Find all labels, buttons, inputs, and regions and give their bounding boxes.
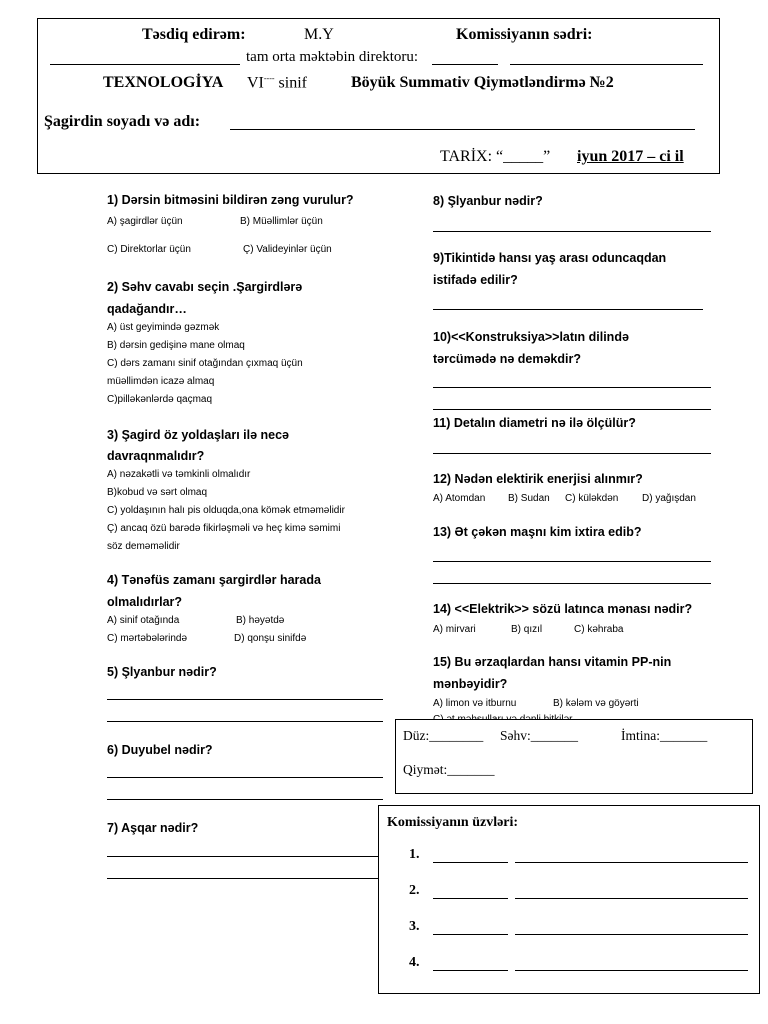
commission-title: Komissiyanın üzvləri: [387, 815, 519, 830]
option-1a[interactable]: A) şagirdlər üçün [107, 216, 183, 227]
option-1b[interactable]: B) Müəllimlər üçün [240, 216, 323, 227]
question-10-line1: 10)<<Konstruksiya>>latın dilində [433, 330, 629, 344]
option-12b[interactable]: B) Sudan [508, 493, 550, 504]
student-name-label: Şagirdin soyadı və adı: [44, 113, 201, 130]
grade-number: VI [247, 74, 264, 92]
grade-word: sinif [278, 74, 307, 92]
option-15b[interactable]: B) kələm və göyərti [553, 698, 639, 709]
option-2c[interactable]: C) dərs zamanı sinif otağından çıxmaq üçün [107, 358, 303, 369]
option-1c[interactable]: C) Direktorlar üçün [107, 244, 191, 255]
member-1-signature[interactable] [433, 862, 508, 863]
school-name-line[interactable] [50, 64, 240, 65]
member-3-signature[interactable] [433, 934, 508, 935]
question-15-line2: mənbəyidir? [433, 677, 508, 691]
option-14c[interactable]: C) kəhraba [574, 624, 624, 635]
member-4-name[interactable] [515, 970, 748, 971]
commission-box [378, 805, 760, 994]
answer-10-line2[interactable] [433, 409, 711, 410]
approve-value: M.Y [304, 26, 334, 43]
option-14a[interactable]: A) mirvari [433, 624, 476, 635]
answer-5-line1[interactable] [107, 699, 383, 700]
answer-10-line1[interactable] [433, 387, 711, 388]
member-3-number: 3. [409, 919, 420, 934]
option-12d[interactable]: D) yağışdan [642, 493, 696, 504]
approve-label: Təsdiq edirəm: [142, 26, 246, 43]
option-4a[interactable]: A) sinif otağında [107, 615, 180, 626]
option-2c-cont: müəllimdən icazə almaq [107, 376, 215, 387]
question-15-line1: 15) Bu ərzaqlardan hansı vitamin PP-nin [433, 655, 672, 669]
question-14: 14) <<Elektrik>> sözü latınca mənası nədir? [433, 602, 693, 616]
answer-7-line1[interactable] [107, 856, 383, 857]
question-6: 6) Duyubel nədir? [107, 743, 213, 757]
question-4-line1: 4) Tənəfüs zamanı şargirdlər harada [107, 573, 321, 587]
score-box [395, 719, 753, 794]
question-2-line2: qadağandır… [107, 302, 187, 316]
student-name-field[interactable] [230, 129, 695, 130]
answer-7-line2[interactable] [107, 878, 383, 879]
commission-chair-label: Komissiyanın sədri: [456, 26, 593, 43]
chair-sign-line[interactable] [510, 64, 703, 65]
grade-superscript: ---- [263, 74, 275, 83]
member-3-name[interactable] [515, 934, 748, 935]
option-12a[interactable]: A) Atomdan [433, 493, 486, 504]
grade-field[interactable]: Qiymət:_______ [403, 762, 495, 777]
question-10-line2: tərcümədə nə deməkdir? [433, 352, 581, 366]
option-2d[interactable]: C)pilləkənlərdə qaçmaq [107, 394, 213, 405]
option-1d[interactable]: Ç) Valideyinlər üçün [243, 244, 332, 255]
grade-label [247, 74, 307, 92]
refusal-count[interactable]: İmtina:_______ [621, 728, 708, 743]
question-12: 12) Nədən elektirik enerjisi alınmır? [433, 472, 643, 486]
answer-8-line[interactable] [433, 231, 711, 232]
question-4-line2: olmalıdırlar? [107, 595, 183, 609]
member-4-number: 4. [409, 955, 420, 970]
option-3c[interactable]: C) yoldaşının halı pis olduqda,ona kömək etməməlidir [107, 505, 345, 516]
member-1-number: 1. [409, 847, 420, 862]
option-15a[interactable]: A) limon və itburnu [433, 698, 517, 709]
option-14b[interactable]: B) qızıl [511, 624, 543, 635]
question-3-line1: 3) Şagird öz yoldaşları ilə necə [107, 428, 290, 442]
question-13: 13) Ət çəkən maşnı kim ixtira edib? [433, 525, 642, 539]
option-4c[interactable]: C) mərtəbələrində [107, 633, 188, 644]
director-text: tam orta məktəbin direktoru: [246, 49, 419, 65]
question-7: 7) Aşqar nədir? [107, 821, 199, 835]
wrong-count[interactable]: Səhv:_______ [500, 728, 579, 743]
subject-title: TEXNOLOGİYA [103, 74, 224, 91]
member-1-name[interactable] [515, 862, 748, 863]
option-4b[interactable]: B) həyətdə [236, 615, 285, 626]
answer-9-line[interactable] [433, 309, 703, 310]
director-sign-line[interactable] [432, 64, 498, 65]
date-label: TARİX: “_____” [440, 148, 551, 165]
option-3a[interactable]: A) nəzakətli və təmkinli olmalıdır [107, 469, 251, 480]
option-2a[interactable]: A) üst geyimində gəzmək [107, 322, 220, 333]
option-12c[interactable]: C) küləkdən [565, 493, 619, 504]
member-2-name[interactable] [515, 898, 748, 899]
question-2-line1: 2) Səhv cavabı seçin .Şargirdlərə [107, 280, 303, 294]
option-4d[interactable]: D) qonşu sinifdə [234, 633, 307, 644]
member-2-number: 2. [409, 883, 420, 898]
answer-5-line2[interactable] [107, 721, 383, 722]
question-9-line2: istifadə edilir? [433, 273, 518, 287]
answer-13-line1[interactable] [433, 561, 711, 562]
question-1: 1) Dərsin bitməsini bildirən zəng vurulur? [107, 193, 354, 207]
answer-11-line[interactable] [433, 453, 711, 454]
question-8: 8) Şlyanbur nədir? [433, 194, 543, 208]
date-value: iyun 2017 – ci il [577, 148, 684, 165]
option-2b[interactable]: B) dərsin gedişinə mane olmaq [107, 340, 245, 351]
correct-count[interactable]: Düz:________ [403, 728, 484, 743]
question-11: 11) Detalın diametri nə ilə ölçülür? [433, 416, 636, 430]
member-4-signature[interactable] [433, 970, 508, 971]
answer-13-line2[interactable] [433, 583, 711, 584]
question-3-line2: davraqnmalıdır? [107, 449, 205, 463]
question-5: 5) Şlyanbur nədir? [107, 665, 217, 679]
exam-title: Böyük Summativ Qiymətləndirmə №2 [351, 74, 614, 91]
answer-6-line1[interactable] [107, 777, 383, 778]
answer-6-line2[interactable] [107, 799, 383, 800]
option-3d-cont: söz deməməlidir [107, 541, 180, 552]
option-3d[interactable]: Ç) ancaq özü barədə fikirləşməli və heç kimə səmimi [107, 523, 341, 534]
member-2-signature[interactable] [433, 898, 508, 899]
option-3b[interactable]: B)kobud və sərt olmaq [107, 487, 208, 498]
question-9-line1: 9)Tikintidə hansı yaş arası oduncaqdan [433, 251, 667, 265]
